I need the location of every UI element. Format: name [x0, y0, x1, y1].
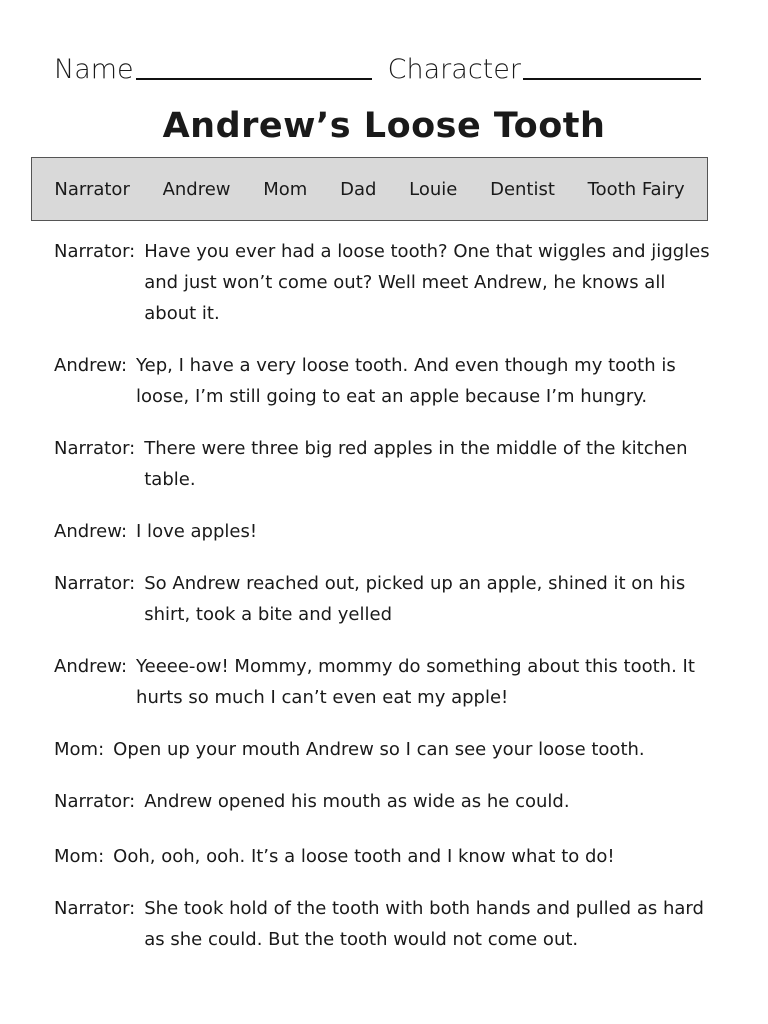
dialogue-text: Ooh, ooh, ooh. It’s a loose tooth and I know what to do!	[113, 846, 615, 867]
script-line	[54, 893, 718, 955]
cast-item-louie: Louie	[409, 178, 458, 200]
speaker-label: Narrator:	[54, 573, 136, 594]
speaker-label: Andrew:	[54, 521, 128, 542]
cast-item-dad: Dad	[340, 178, 377, 200]
script-line	[54, 433, 718, 495]
character-label: Character	[387, 54, 521, 85]
cast-item-andrew: Andrew	[162, 178, 231, 200]
dialogue-text: Yeeee-ow! Mommy, mommy do something about this tooth. It hurts so much I can’t even eat my apple!	[136, 656, 695, 708]
script-line	[54, 236, 718, 329]
speaker-label: Narrator:	[54, 438, 136, 459]
cast-item-tooth-fairy: Tooth Fairy	[587, 178, 685, 200]
dialogue-text: Andrew opened his mouth as wide as he could.	[144, 791, 570, 812]
cast-item-narrator: Narrator	[54, 178, 130, 200]
speaker-label: Andrew:	[54, 656, 128, 677]
cast-list-box	[31, 157, 708, 221]
script-line	[54, 651, 718, 713]
dialogue-text: I love apples!	[136, 521, 258, 542]
script-line	[54, 350, 718, 412]
speaker-label: Andrew:	[54, 355, 128, 376]
script-line	[54, 841, 718, 872]
script-body	[54, 236, 718, 955]
speaker-label: Narrator:	[54, 898, 136, 919]
dialogue-text: Open up your mouth Andrew so I can see your loose tooth.	[113, 739, 645, 760]
script-line	[54, 568, 718, 630]
script-line	[54, 786, 718, 817]
name-blank-line	[136, 77, 372, 80]
header-row	[54, 46, 714, 86]
cast-item-dentist: Dentist	[490, 178, 555, 200]
dialogue-text: She took hold of the tooth with both hands and pulled as hard as she could. But the tooth would not come out.	[144, 898, 704, 950]
speaker-label: Narrator:	[54, 241, 136, 262]
script-line	[54, 516, 718, 547]
speaker-label: Narrator:	[54, 791, 136, 812]
dialogue-text: So Andrew reached out, picked up an apple, shined it on his shirt, took a bite and yelled	[144, 573, 686, 625]
character-blank-line	[523, 77, 701, 80]
speaker-label: Mom:	[54, 739, 105, 760]
dialogue-text: Have you ever had a loose tooth? One that wiggles and jiggles and just won’t come out? Well meet Andrew, he knows all about it.	[144, 241, 710, 324]
script-line	[54, 734, 718, 765]
page-title: Andrew’s Loose Tooth	[162, 106, 606, 146]
cast-item-mom: Mom	[263, 178, 308, 200]
dialogue-text: Yep, I have a very loose tooth. And even though my tooth is loose, I’m still going to eat an apple because I’m hungry.	[136, 355, 676, 407]
dialogue-text: There were three big red apples in the middle of the kitchen table.	[144, 438, 688, 490]
speaker-label: Mom:	[54, 846, 105, 867]
name-label: Name	[54, 54, 134, 85]
